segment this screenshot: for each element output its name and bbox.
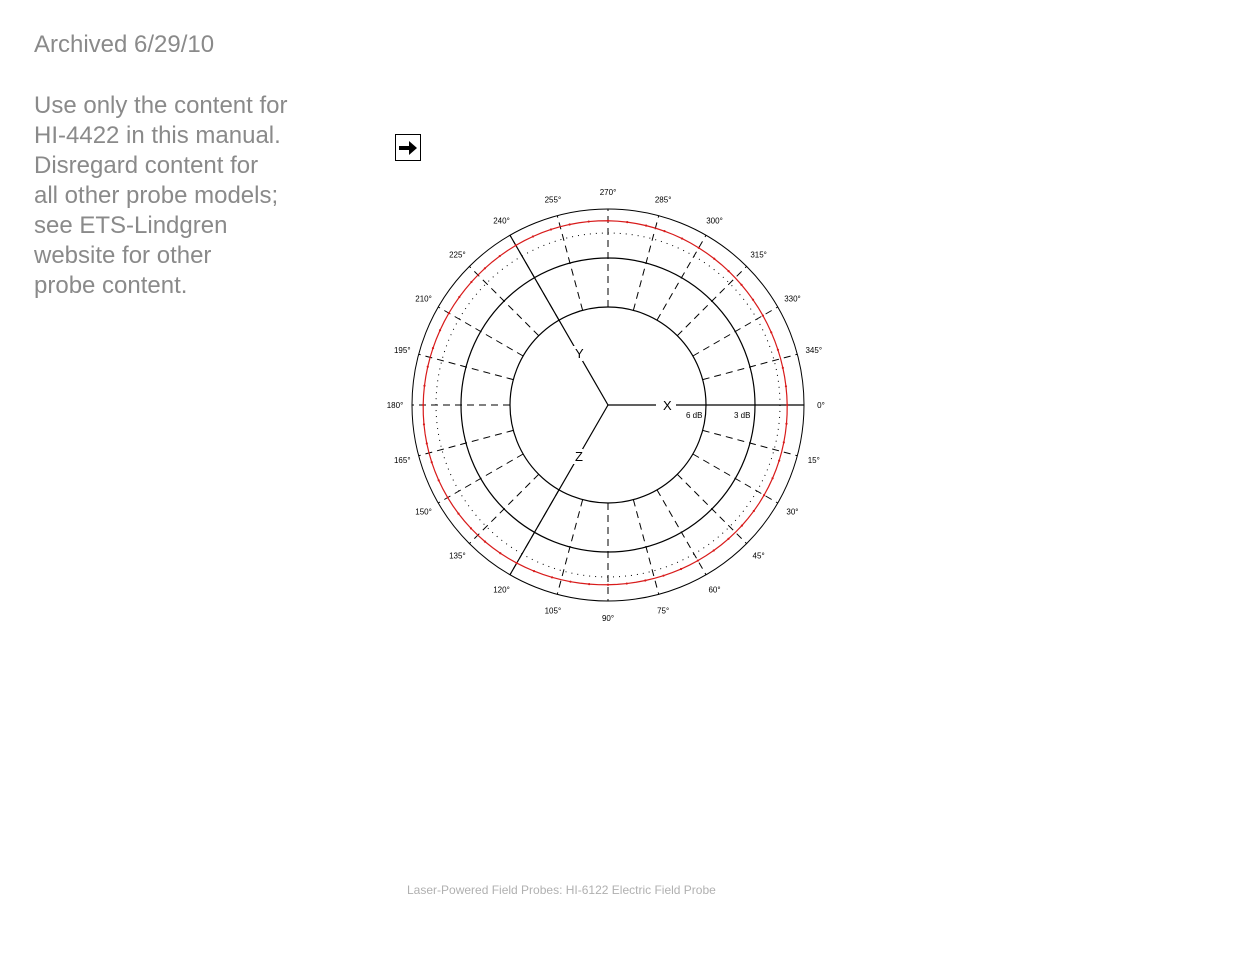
footer-caption: Laser-Powered Field Probes: HI-6122 Electric Field Probe bbox=[407, 883, 716, 897]
pattern-point bbox=[588, 220, 590, 222]
angle-label: 90° bbox=[601, 614, 615, 623]
radial-spoke bbox=[693, 307, 778, 356]
ring-label-3db: 3 dB bbox=[734, 411, 751, 420]
angle-label: 270° bbox=[599, 188, 617, 197]
pattern-point bbox=[550, 228, 552, 230]
notice-line: website for other bbox=[34, 242, 212, 269]
pattern-point bbox=[426, 442, 428, 444]
angle-label: 300° bbox=[706, 216, 723, 226]
pattern-point bbox=[783, 441, 785, 443]
radial-spoke bbox=[419, 430, 514, 455]
radial-spoke bbox=[438, 454, 523, 503]
pattern-point bbox=[588, 583, 590, 585]
pattern-point bbox=[551, 576, 553, 578]
radial-spoke bbox=[469, 474, 538, 543]
pattern-point bbox=[448, 312, 450, 314]
pattern-point bbox=[470, 527, 472, 529]
notice-line: Use only the content for bbox=[34, 92, 288, 119]
radial-spoke bbox=[677, 474, 746, 543]
pattern-point bbox=[785, 385, 787, 387]
angle-label: 60° bbox=[708, 585, 721, 595]
axis-label-x: X bbox=[663, 398, 672, 413]
pattern-point bbox=[644, 579, 646, 581]
pattern-point bbox=[626, 582, 628, 584]
pattern-point bbox=[484, 541, 486, 543]
pattern-point bbox=[762, 314, 764, 316]
angle-label: 150° bbox=[415, 507, 432, 517]
pattern-point bbox=[782, 367, 784, 369]
angle-label: 180° bbox=[386, 401, 404, 410]
arrow-right-icon bbox=[397, 139, 419, 157]
pattern-point bbox=[516, 562, 518, 564]
pattern-point bbox=[698, 247, 700, 249]
pattern-point bbox=[713, 258, 715, 260]
pattern-point bbox=[778, 460, 780, 462]
ring-label-6db: 6 dB bbox=[686, 411, 703, 420]
angle-label: 0° bbox=[817, 401, 825, 410]
pattern-point bbox=[740, 284, 742, 286]
next-page-button[interactable] bbox=[395, 134, 421, 161]
pattern-point bbox=[771, 477, 773, 479]
angle-label: 120° bbox=[493, 585, 510, 595]
pattern-point bbox=[645, 225, 647, 227]
pattern-point bbox=[662, 575, 664, 577]
pattern-point bbox=[607, 220, 609, 222]
angle-label: 330° bbox=[784, 294, 801, 304]
pattern-point bbox=[763, 494, 765, 496]
notice-line: see ETS-Lindgren bbox=[34, 212, 228, 239]
angle-label: 105° bbox=[544, 606, 562, 616]
radial-spoke bbox=[438, 307, 523, 356]
pattern-point bbox=[499, 552, 501, 554]
pattern-point bbox=[423, 385, 425, 387]
notice-line: HI-4422 in this manual. bbox=[34, 122, 281, 149]
pattern-point bbox=[663, 230, 665, 232]
angle-label: 165° bbox=[393, 456, 411, 466]
pattern-point bbox=[438, 479, 440, 481]
axis-label-z: Z bbox=[575, 449, 583, 464]
archived-date: Archived 6/29/10 bbox=[34, 31, 215, 58]
pattern-point bbox=[458, 296, 460, 298]
pattern-point bbox=[727, 538, 729, 540]
z-axis-line bbox=[510, 405, 608, 575]
angle-label: 315° bbox=[750, 250, 767, 260]
pattern-point bbox=[741, 524, 743, 526]
pattern-point bbox=[727, 270, 729, 272]
pattern-point bbox=[515, 244, 517, 246]
angle-label: 285° bbox=[654, 195, 672, 205]
angle-label: 195° bbox=[393, 345, 411, 355]
pattern-point bbox=[777, 349, 779, 351]
polar-pattern-chart bbox=[370, 180, 850, 630]
radial-spoke bbox=[557, 216, 582, 311]
pattern-point bbox=[532, 235, 534, 237]
notice-line: Disregard content for bbox=[34, 152, 259, 179]
pattern-point bbox=[427, 366, 429, 368]
pattern-point bbox=[681, 237, 683, 239]
pattern-point bbox=[457, 513, 459, 515]
angle-label: 225° bbox=[449, 250, 466, 260]
angle-label: 210° bbox=[415, 294, 432, 304]
pattern-point bbox=[439, 329, 441, 331]
pattern-point bbox=[569, 581, 571, 583]
pattern-point bbox=[626, 221, 628, 223]
angle-label: 345° bbox=[805, 345, 823, 355]
angle-label: 30° bbox=[786, 507, 799, 517]
y-axis-line bbox=[510, 235, 608, 405]
angle-label: 45° bbox=[752, 551, 765, 561]
angle-label: 255° bbox=[544, 195, 562, 205]
angle-label: 15° bbox=[807, 456, 820, 466]
pattern-point bbox=[680, 568, 682, 570]
pattern-point bbox=[697, 560, 699, 562]
radial-spoke bbox=[633, 216, 658, 311]
radial-spoke bbox=[677, 266, 746, 335]
pattern-point bbox=[422, 404, 424, 406]
pattern-point bbox=[786, 404, 788, 406]
pattern-point bbox=[753, 510, 755, 512]
radial-spoke bbox=[657, 490, 706, 575]
radial-spoke bbox=[419, 354, 514, 379]
angle-label: 240° bbox=[493, 216, 510, 226]
pattern-point bbox=[752, 299, 754, 301]
pattern-point bbox=[423, 423, 425, 425]
axis-label-y: Y bbox=[575, 346, 584, 361]
pattern-point bbox=[607, 584, 609, 586]
pattern-point bbox=[533, 570, 535, 572]
pattern-point bbox=[713, 549, 715, 551]
notice-line: all other probe models; bbox=[34, 182, 279, 209]
pattern-point bbox=[770, 331, 772, 333]
pattern-point bbox=[447, 496, 449, 498]
pattern-point bbox=[785, 423, 787, 425]
radial-spoke bbox=[469, 266, 538, 335]
pattern-point bbox=[484, 267, 486, 269]
pattern-point bbox=[470, 281, 472, 283]
usage-notice bbox=[34, 91, 324, 301]
pattern-point bbox=[569, 223, 571, 225]
notice-line: probe content. bbox=[34, 272, 188, 299]
pattern-point bbox=[499, 255, 501, 257]
angle-label: 135° bbox=[449, 551, 466, 561]
angle-label: 75° bbox=[657, 606, 670, 616]
pattern-point bbox=[432, 347, 434, 349]
pattern-point bbox=[431, 461, 433, 463]
